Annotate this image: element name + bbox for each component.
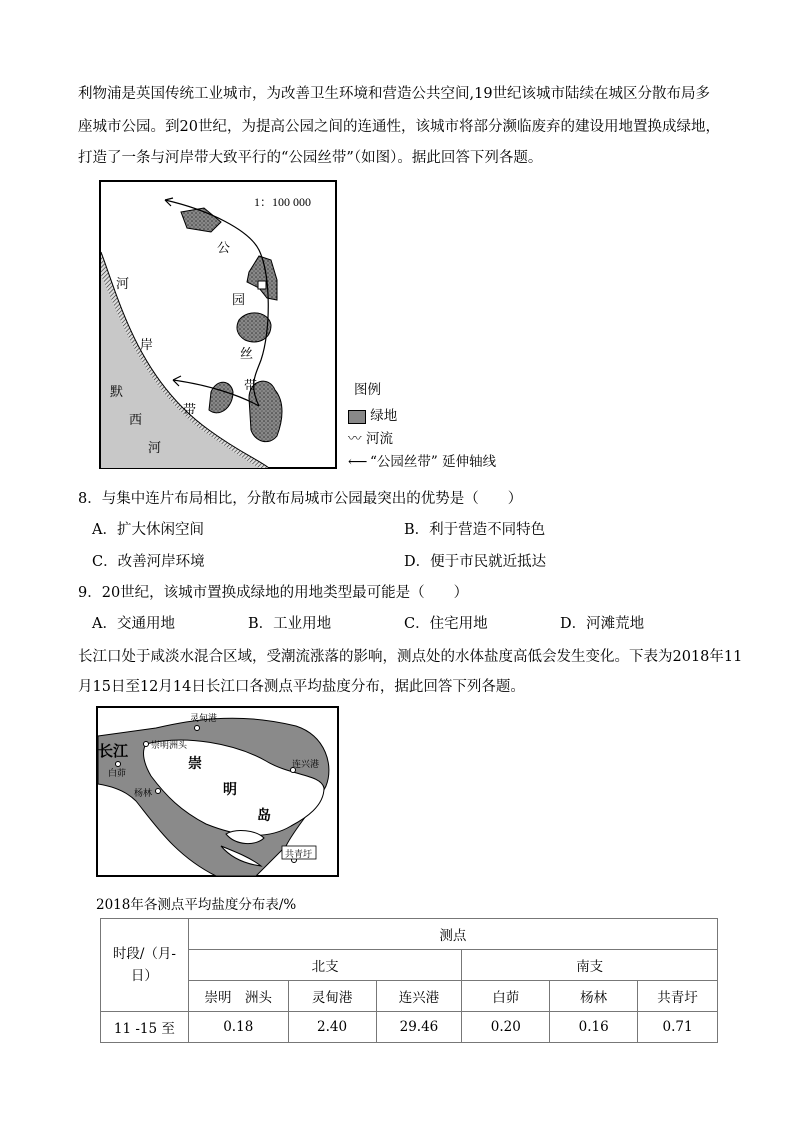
- station-gongqingwei: 共青圩: [285, 850, 313, 860]
- q8-option-a[interactable]: A．扩大休闲空间: [92, 522, 204, 538]
- svg-text:崇: 崇: [188, 756, 202, 772]
- q9-option-a[interactable]: A．交通用地: [92, 616, 175, 632]
- table-row: [101, 1012, 718, 1043]
- svg-text:河: 河: [116, 277, 130, 292]
- q9-stem: 9．20世纪，该城市置换成绿地的用地类型最可能是（ ）: [78, 585, 469, 601]
- station-chongmingzhoutou: 崇明洲头: [151, 741, 188, 751]
- svg-text:河: 河: [148, 441, 162, 456]
- intro1-line3: 打造了一条与河岸带大致平行的“公园丝带”（如图）。据此回答下列各题。: [78, 150, 543, 166]
- stations-header: 测点: [188, 919, 717, 950]
- col-header: 杨林: [550, 981, 638, 1012]
- col-header: 灵甸港: [288, 981, 376, 1012]
- legend-river: 河流: [366, 431, 393, 447]
- svg-text:带: 带: [183, 403, 197, 418]
- q8-option-d[interactable]: D．便于市民就近抵达: [404, 554, 547, 570]
- legend-title: 图例: [354, 382, 381, 398]
- q9-option-c[interactable]: C．住宅用地: [404, 616, 488, 632]
- table-cell: 0.71: [638, 1012, 718, 1043]
- q9-option-d[interactable]: D．河滩荒地: [560, 616, 645, 632]
- map-scale: 1：100 000: [254, 195, 312, 209]
- station-lingdiangang: 灵甸港: [190, 714, 218, 724]
- svg-text:默: 默: [110, 385, 124, 400]
- table-caption: 2018年各测点平均盐度分布表/%: [96, 897, 297, 913]
- col-header: 共青圩: [638, 981, 718, 1012]
- station-yanglin: 杨林: [134, 789, 153, 799]
- q8-option-c[interactable]: C．改善河岸环境: [92, 554, 205, 570]
- south-branch-header: 南支: [462, 950, 718, 981]
- intro1-line2: 座城市公园。到20世纪，为提高公园之间的连通性，该城市将部分濒临废弃的建设用地置换成绿地，: [78, 119, 720, 135]
- q8-option-b[interactable]: B．利于营造不同特色: [404, 522, 546, 538]
- intro2-line1: 长江口处于咸淡水混合区域，受潮流涨落的影响，测点处的水体盐度高低会发生变化。下表为2018年11: [78, 649, 743, 665]
- station-lianxinggang: 连兴港: [292, 760, 320, 770]
- legend-green: 绿地: [370, 408, 398, 424]
- north-branch-header: 北支: [188, 950, 462, 981]
- svg-text:岸: 岸: [140, 338, 154, 353]
- col-header: 白茆: [462, 981, 550, 1012]
- green-area-swatch: [348, 410, 366, 424]
- intro2-line2: 月15日至12月14日长江口各测点平均盐度分布，据此回答下列各题。: [78, 679, 525, 695]
- table-cell: 0.18: [188, 1012, 288, 1043]
- table-cell: 0.16: [550, 1012, 638, 1043]
- table-cell: 0.20: [462, 1012, 550, 1043]
- legend-axis: “公园丝带” 延伸轴线: [370, 454, 497, 470]
- river-icon: 〰: [348, 431, 362, 447]
- park-ribbon-map: [99, 180, 339, 470]
- col-header: 连兴港: [376, 981, 462, 1012]
- yangtze-estuary-map: [96, 706, 340, 878]
- svg-text:公: 公: [217, 241, 231, 256]
- period-header: 时段/（月- 日）: [101, 919, 189, 1012]
- svg-text:西: 西: [129, 413, 143, 428]
- table-cell: 29.46: [376, 1012, 462, 1043]
- svg-text:明: 明: [223, 782, 237, 798]
- station-baimao: 白茆: [108, 769, 127, 779]
- arrow-left-icon: ⟵: [348, 454, 368, 470]
- q9-option-b[interactable]: B．工业用地: [248, 616, 332, 632]
- changjiang-label: 长江: [98, 742, 129, 760]
- q8-stem: 8．与集中连片布局相比，分散布局城市公园最突出的优势是（ ）: [78, 491, 523, 507]
- svg-text:岛: 岛: [257, 808, 271, 824]
- salinity-table: [100, 918, 718, 1043]
- col-header: 崇明 洲头: [188, 981, 288, 1012]
- row-period: 11 -15 至: [101, 1012, 189, 1043]
- intro1-line1: 利物浦是英国传统工业城市，为改善卫生环境和营造公共空间,19世纪该城市陆续在城区分散布局多: [78, 86, 711, 102]
- table-cell: 2.40: [288, 1012, 376, 1043]
- svg-text:丝: 丝: [240, 347, 254, 362]
- svg-text:园: 园: [232, 293, 246, 308]
- svg-text:带: 带: [244, 379, 258, 394]
